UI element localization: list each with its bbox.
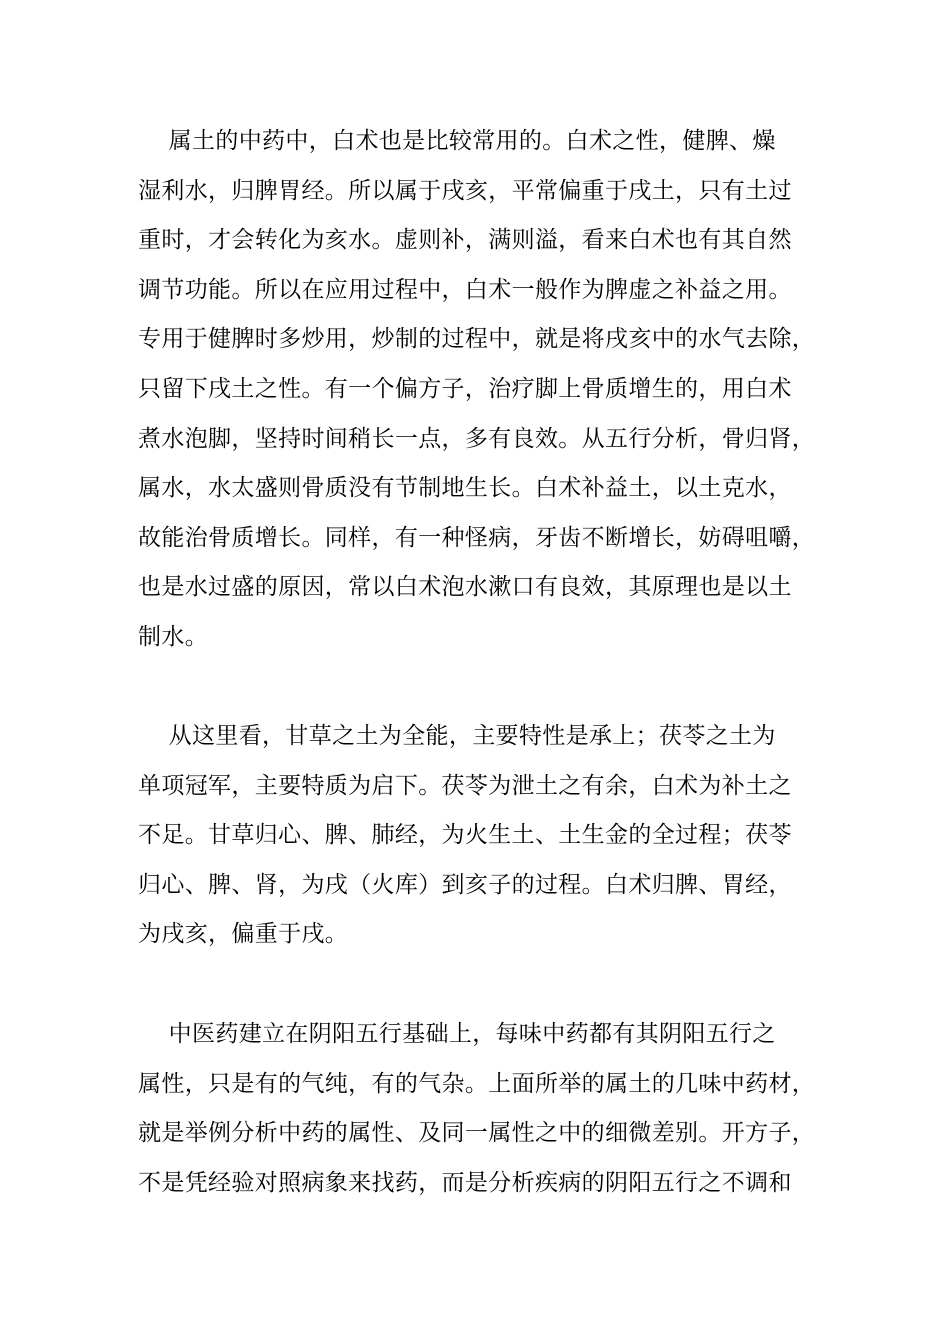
text-line: 归心、脾、肾，为戌（火库）到亥子的过程。白术归脾、胃经， (138, 871, 792, 898)
text-line: 中医药建立在阴阳五行基础上，每味中药都有其阴阳五行之 (138, 1021, 776, 1047)
text-line: 制水。 (138, 623, 209, 650)
text-line: 专用于健脾时多炒用，炒制的过程中，就是将戌亥中的水气去除， (138, 326, 816, 353)
text-line: 单项冠军，主要特质为启下。茯苓为泄土之有余，白术为补土之 (138, 772, 792, 799)
text-line: 不是凭经验对照病象来找药，而是分析疾病的阴阳五行之不调和 (138, 1169, 792, 1196)
paragraph-comparison (138, 712, 818, 960)
text-line: 煮水泡脚，坚持时间稍长一点，多有良效。从五行分析，骨归肾， (138, 425, 816, 452)
text-line: 不足。甘草归心、脾、肺经，为火生土、土生金的全过程；茯苓 (138, 822, 792, 849)
text-line: 调节功能。所以在应用过程中，白术一般作为脾虚之补益之用。 (138, 276, 792, 303)
text-line: 属土的中药中，白术也是比较常用的。白术之性，健脾、燥 (138, 128, 776, 154)
text-line: 属性，只是有的气纯，有的气杂。上面所举的属土的几味中药材， (138, 1070, 816, 1097)
text-line: 湿利水，归脾胃经。所以属于戌亥，平常偏重于戌土，只有土过 (138, 177, 792, 204)
text-line: 重时，才会转化为亥水。虚则补，满则溢，看来白术也有其自然 (138, 227, 792, 254)
text-line: 为戌亥，偏重于戌。 (138, 921, 349, 948)
text-line: 就是举例分析中药的属性、及同一属性之中的细微差别。开方子， (138, 1120, 816, 1147)
paragraph-baizhu (138, 117, 818, 663)
text-line: 属水，水太盛则骨质没有节制地生长。白术补益土，以土克水， (138, 475, 792, 502)
text-line: 只留下戌土之性。有一个偏方子，治疗脚上骨质增生的，用白术 (138, 375, 792, 402)
paragraph-yinyang (138, 1010, 818, 1208)
text-line: 也是水过盛的原因，常以白术泡水漱口有良效，其原理也是以土 (138, 574, 792, 601)
text-line: 故能治骨质增长。同样，有一种怪病，牙齿不断增长，妨碍咀嚼， (138, 524, 816, 551)
text-line: 从这里看，甘草之土为全能，主要特性是承上；茯苓之土为 (138, 723, 776, 749)
